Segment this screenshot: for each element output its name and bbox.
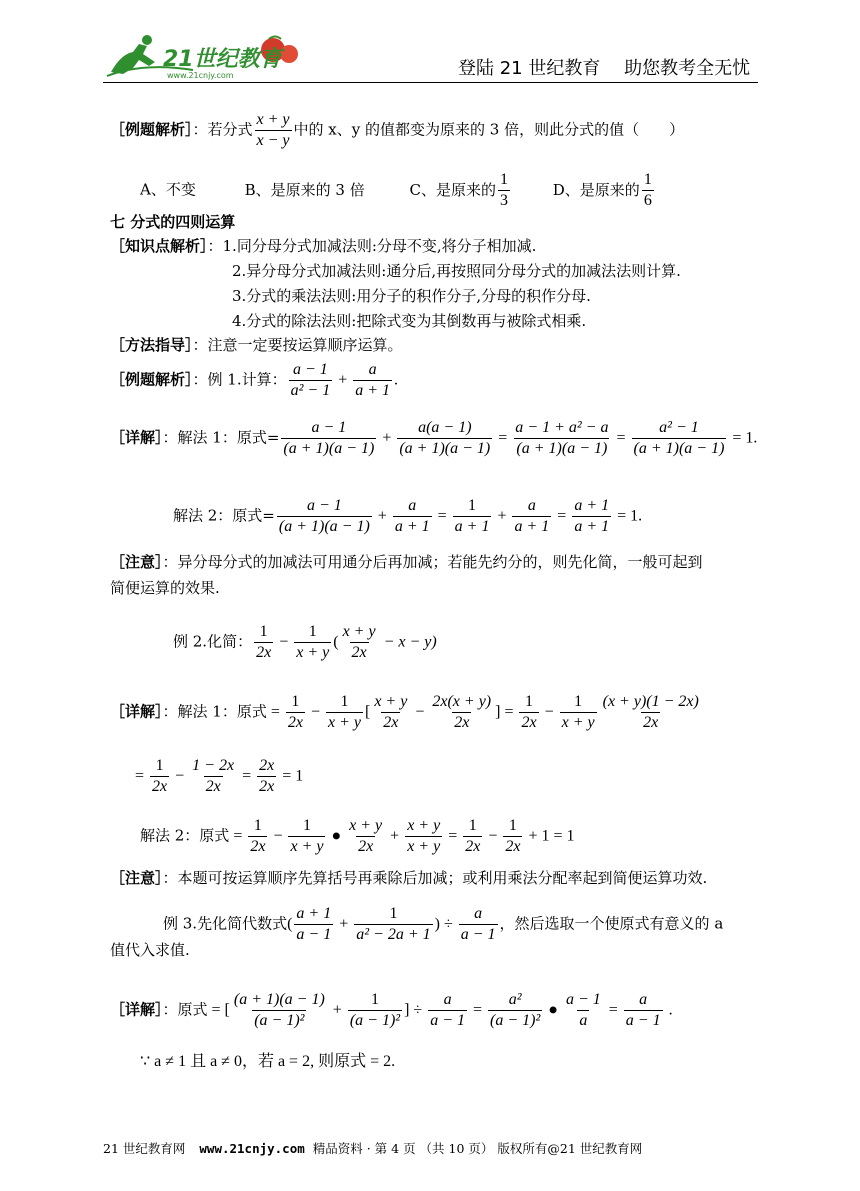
example0-fraction: $\frac{x + y}{x - y}$ <box>256 111 290 149</box>
solution2-method2: 解法 2：原式 = $\frac{1}{2x}$ − $\frac{1}{x + y}$ ● $\frac{x + y}{2x}$ + $\frac{x + y}{x + y}$ = $\frac{1}{2x}$ − $\frac{1}{2x}$ + 1 = 1 <box>140 817 575 855</box>
solution1-method1: ［详解］：解法 1：原式= $\frac{a - 1}{(a + 1)(a - 1)}$ + $\frac{a(a - 1)}{(a + 1)(a - 1)}$ = $\frac{\text{a − 1 + a² − a}}{(a + 1)(a - 1)}$ = $\frac{\text{a² − 1}}{(a + 1)(a - 1)}$ = 1. <box>110 419 758 457</box>
solution2-method1-cont: = $\frac{1}{2x}$ − $\frac{1 - 2x}{2x}$ = $\frac{2x}{2x}$ = 1 <box>135 757 304 795</box>
footer-url-link[interactable]: www.21cnjy.com <box>199 1141 305 1156</box>
solution1-note-1: ［注意］：异分母分式的加减法可用通分后再加减；若能先约分的，则先化简，一般可起到 <box>110 553 703 571</box>
example0-line: ［例题解析］：若分式 $\frac{x + y}{x - y}$ 中的 x、y 的值都变为原来的 3 倍，则此分式的值（ ） <box>110 111 685 149</box>
svg-text:21世纪教育: 21世纪教育 <box>163 47 282 72</box>
footer-page-info: 精品资料 · 第 4 页 （共 10 页） 版权所有@21 世纪教育网 <box>312 1141 643 1156</box>
header-divider <box>103 82 758 83</box>
method-line: ［方法指导］：注意一定要按运算顺序运算。 <box>110 336 403 354</box>
example2-line: 例 2.化简： $\frac{1}{2x}$ − $\frac{1}{x + y}$ ( $\frac{x + y}{2x}$ − x − y) <box>173 623 437 661</box>
header-slogan: 登陆 21 世纪教育 助您教考全无忧 <box>458 58 751 79</box>
solution3-line: ［详解］：原式 = [ $\frac{(a + 1)(a - 1)}{\text{(a − 1)²}}$ + $\frac{1}{\text{(a − 1)²}}$ ] ÷ $\frac{a}{a - 1}$ = $\frac{\text{a²}}{\text{(a − 1)²}}$ ● $\frac{a - 1}{a}$ = $\frac{a}{a - 1}$ . <box>110 991 673 1029</box>
logo-runner-icon <box>103 32 313 82</box>
knowledge-line-2: 2.异分母分式加减法则:通分后,再按照同分母分式的加减法法则计算. <box>232 262 681 280</box>
example0-label: ［例题解析］ <box>110 120 193 139</box>
example3-line-2: 值代入求值. <box>110 941 190 959</box>
option-d: D、是原来的 <box>552 180 640 199</box>
knowledge-line-1: ［知识点解析］：1.同分母分式加减法则:分母不变,将分子相加减. <box>110 237 537 255</box>
solution1-note-2: 简便运算的效果. <box>110 579 220 597</box>
solution1-method2: 解法 2：原式= $\frac{a - 1}{(a + 1)(a - 1)}$ + $\frac{a}{a + 1}$ = $\frac{1}{a + 1}$ + $\frac{a}{a + 1}$ = $\frac{a + 1}{a + 1}$ = 1. <box>173 497 643 535</box>
solution3-condition: ∵ a ≠ 1 且 a ≠ 0，若 a = 2, 则原式 = 2. <box>140 1053 396 1070</box>
svg-text:www.21cnjy.com: www.21cnjy.com <box>167 71 234 80</box>
knowledge-line-3: 3.分式的乘法法则:用分子的积作分子,分母的积作分母. <box>232 287 591 305</box>
option-c: C、是原来的 <box>409 180 496 199</box>
site-logo <box>103 32 313 82</box>
section-title: 七 分式的四则运算 <box>110 213 236 231</box>
footer-site: 21 世纪教育网 <box>103 1141 186 1156</box>
example1-line: ［例题解析］：例 1.计算： $\frac{a - 1}{\text{a² − 1}}$ + $\frac{a}{a + 1}$ . <box>110 361 399 399</box>
option-a: A、不变 <box>140 180 196 199</box>
option-b: B、是原来的 3 倍 <box>244 180 365 199</box>
example3-line-1: 例 3.先化简代数式( $\frac{a + 1}{a - 1}$ + $\frac{1}{\text{a² − 2a + 1}}$ ) ÷ $\frac{a}{a - 1}$ ，然后选取一个使原式有意义的 a <box>163 905 724 943</box>
solution2-note: ［注意］：本题可按运算顺序先算括号再乘除后加减；或利用乘法分配率起到简便运算功效. <box>110 869 708 887</box>
knowledge-line-4: 4.分式的除法法则:把除式变为其倒数再与被除式相乘. <box>232 312 587 330</box>
solution2-method1: ［详解］：解法 1：原式 = $\frac{1}{2x}$ − $\frac{1}{x + y}$ [ $\frac{x + y}{2x}$ − $\frac{2x(x + y)}{2x}$ ] = $\frac{1}{2x}$ − $\frac{1}{x + y}$ $\frac{(x + y)(1 - 2x)}{2x}$ <box>110 693 699 731</box>
example0-options: A、不变 B、是原来的 3 倍 C、是原来的 $\frac{1}{3}$ D、是原来的 $\frac{1}{6}$ <box>140 171 652 209</box>
page-footer <box>103 1139 642 1157</box>
